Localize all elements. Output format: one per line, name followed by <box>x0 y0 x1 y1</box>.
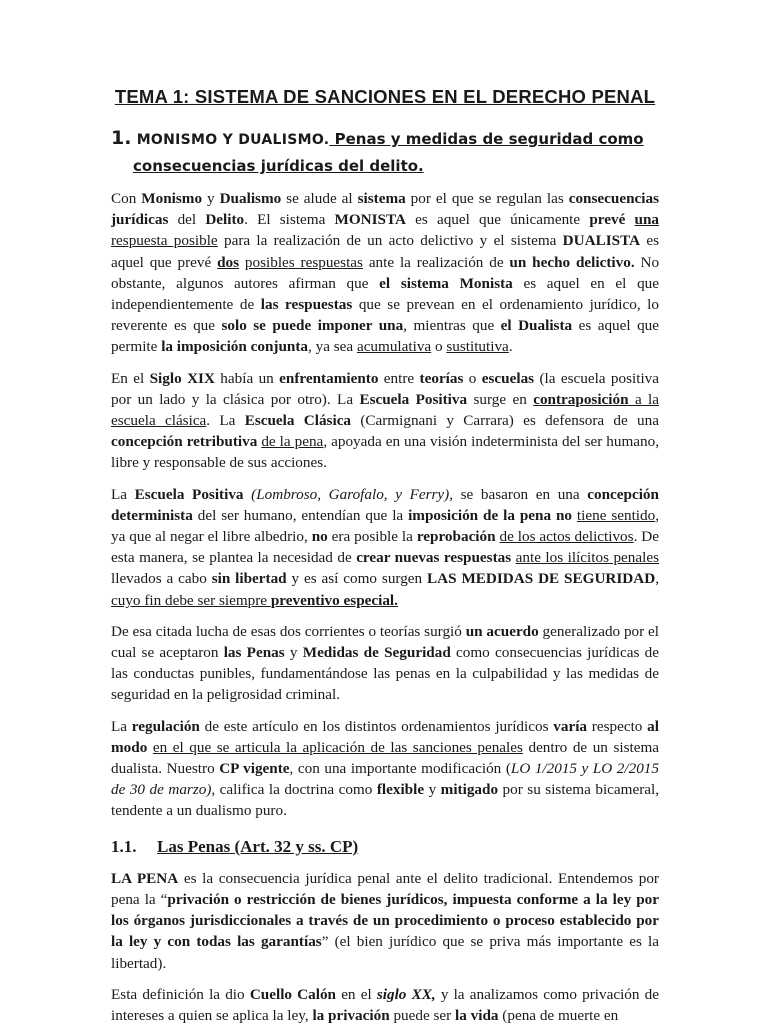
section-number: 1. <box>111 127 132 149</box>
text-run: LA PENA <box>111 869 179 887</box>
text-run: (Carmignani y Carrara) es defensora de una <box>351 412 659 430</box>
text-run: al modo <box>111 717 659 756</box>
text-run: . De esta manera, se plantea la necesidad de <box>111 528 659 567</box>
text-run: sustitutiva <box>446 338 509 356</box>
text-run: ante la realización de <box>362 253 510 271</box>
text-run: MONISTA <box>334 211 406 229</box>
text-run: o <box>431 338 447 356</box>
text-run: , <box>655 570 659 588</box>
text-run: (Lombroso, Garofalo, y Ferry) <box>251 485 450 503</box>
text-run: por su sistema bicameral, tendente a un dualismo puro. <box>111 781 660 820</box>
text-run: imposición de la pena no <box>408 506 573 524</box>
text-run: el Dualista <box>500 317 573 335</box>
text-run: preventivo especial. <box>270 591 398 609</box>
text-run: Delito <box>205 211 245 229</box>
text-run: siglo XX, <box>376 985 436 1003</box>
subsection-number: 1.1. <box>111 836 137 856</box>
text-run: No obstante, algunos autores afirman que <box>111 253 660 292</box>
text-run: , mientras que <box>403 317 501 335</box>
text-run: Dualismo <box>219 190 282 207</box>
text-run: cuyo fin debe ser siempre <box>111 591 271 609</box>
paragraph-la-pena <box>111 868 659 974</box>
text-run: surge en <box>467 390 534 408</box>
text-run: era posible la <box>327 528 417 546</box>
text-run: para la realización de un acto delictivo y el sistema <box>217 232 563 250</box>
text-run: es la consecuencia jurídica penal ante el delito tradicional. Entendemos por pena la “ <box>111 869 659 908</box>
text-run: reprobación <box>416 528 496 546</box>
text-run: es aquel que únicamente <box>405 211 590 229</box>
text-run: es aquel en el que independientemente de <box>111 274 660 314</box>
paragraph-monismo <box>111 188 659 358</box>
text-run: . El sistema <box>244 211 335 229</box>
text-run: como consecuencias jurídicas de las conductas punibles, fundamentándose las penas en la culpabilidad y las medidas de seguridad en la peligrosidad criminal. <box>111 644 659 704</box>
subsection-heading-penas <box>111 836 659 858</box>
text-run: crear nuevas respuestas <box>356 549 512 567</box>
text-run: a la escuela clásica <box>111 390 660 430</box>
text-run: de los actos delictivos <box>499 528 634 546</box>
text-run: respuesta posible <box>111 232 218 250</box>
text-run: puede ser <box>389 1006 456 1024</box>
text-run: , ya sea <box>308 338 357 356</box>
text-run: llevados a cabo <box>111 570 212 588</box>
paragraph-siglo-xix <box>111 368 659 474</box>
text-run: en el que se articula la aplicación de las sanciones penales <box>152 738 523 756</box>
text-run: regulación <box>131 717 200 735</box>
text-run: tiene sentido <box>576 506 656 524</box>
text-run: en el <box>336 985 377 1003</box>
paragraph-definicion <box>111 984 659 1026</box>
text-run: , se basaron en una <box>449 485 588 503</box>
text-run: . <box>508 338 513 356</box>
text-run: De esa citada lucha de esas dos corrientes o teorías surgió <box>111 622 466 640</box>
text-run: y la analizamos como privación de intereses a quien se aplica la ley, <box>111 985 660 1024</box>
text-run: (pena de muerte en <box>498 1006 619 1024</box>
text-run: es aquel que prevé <box>111 232 659 271</box>
text-run: posibles respuestas <box>244 253 363 271</box>
text-run: acumulativa <box>356 338 432 356</box>
text-run: La <box>111 485 135 503</box>
text-run: , apoyada en una visión indeterminista del ser humano, libre y responsable de sus acciones. <box>111 433 660 472</box>
text-run: y <box>424 781 441 799</box>
text-run: Medidas de Seguridad <box>302 644 451 662</box>
text-run: el sistema Monista <box>379 274 513 292</box>
text-run: dos <box>217 253 240 271</box>
text-run: generalizado por el cual se aceptaron <box>111 622 659 662</box>
text-run: ante los ilícitos penales <box>515 549 660 567</box>
text-run: la imposición conjunta <box>161 338 309 356</box>
text-run: En el <box>111 369 150 387</box>
text-run: , con una importante modificación ( <box>289 760 511 778</box>
text-run <box>625 211 634 228</box>
paragraph-escuela-positiva <box>111 484 659 611</box>
text-run: CP vigente <box>219 760 290 778</box>
text-run: y es así como surgen <box>286 570 428 588</box>
section-heading-caps: MONISMO Y DUALISMO. <box>136 132 330 148</box>
text-run: es aquel que permite <box>111 317 659 356</box>
text-run: o <box>463 369 482 387</box>
text-run: , ya que al negar el libre albedrio, <box>111 506 660 546</box>
text-run: la privación <box>312 1006 390 1024</box>
text-run: Esta definición la dio <box>111 985 250 1003</box>
text-run: y <box>284 644 303 662</box>
text-run: Siglo XIX <box>149 369 215 387</box>
text-run: respecto <box>587 717 648 735</box>
text-run: no <box>311 528 328 546</box>
text-run: ” (el bien jurídico que se priva más importante es la libertad). <box>111 933 659 972</box>
text-run: había un <box>214 369 280 387</box>
text-run: la vida <box>455 1006 499 1024</box>
text-run: flexible <box>376 781 425 799</box>
text-run: se alude al <box>281 190 358 207</box>
text-run: varía <box>553 717 588 735</box>
text-run: una <box>634 211 660 229</box>
document-title: TEMA 1: SISTEMA DE SANCIONES EN EL DERECHO PENAL <box>114 86 656 107</box>
text-run: que se prevean en el ordenamiento jurídico, lo reverente es que <box>111 296 659 335</box>
text-run: solo se puede imponer una <box>221 317 404 335</box>
paragraph-acuerdo <box>111 621 659 706</box>
text-run: las respuestas <box>260 296 353 314</box>
text-run: La <box>111 717 132 735</box>
text-run: concepción retributiva <box>111 433 258 451</box>
text-run: un acuerdo <box>465 622 539 640</box>
text-run: escuelas <box>481 369 535 387</box>
text-run: las Penas <box>223 644 285 662</box>
subsection-title: Las Penas (Art. 32 y ss. CP) <box>157 836 359 856</box>
text-run: LO 1/2015 y LO 2/2015 de 30 de marzo) <box>111 760 659 799</box>
text-run: LAS MEDIDAS DE SEGURIDAD <box>427 570 656 588</box>
text-run: teorías <box>419 369 464 387</box>
text-run: sistema <box>357 190 406 207</box>
text-run: DUALISTA <box>562 232 641 250</box>
text-run: Cuello Calón <box>249 985 337 1003</box>
text-run: Escuela Clásica <box>244 412 352 430</box>
text-run: enfrentamiento <box>279 369 379 387</box>
text-run: , califica la doctrina como <box>211 781 377 799</box>
text-run: del ser humano, entendían que la <box>192 506 409 524</box>
text-run: Escuela Positiva <box>359 390 468 408</box>
text-run: . La <box>206 412 245 430</box>
text-run: y <box>202 190 220 207</box>
text-run: contraposición <box>533 390 629 408</box>
text-run: sin libertad <box>211 570 287 588</box>
text-run: entre <box>378 369 420 387</box>
text-run: (la escuela positiva por un lado y la clásica por otro). La <box>111 369 660 408</box>
text-run: Monismo <box>141 190 203 207</box>
text-run: un hecho delictivo. <box>509 253 635 271</box>
text-run: privación o restricción de bienes jurídicos, impuesta conforme a la ley por los órganos jurisdiccionales a través de un procedimiento o proceso establecido por la ley y con todas las garantías <box>111 890 659 951</box>
text-run <box>244 486 252 503</box>
text-run: dentro de un sistema dualista. Nuestro <box>111 738 659 778</box>
section-heading-subtitle: Penas y medidas de seguridad como consecuencias jurídicas del delito. <box>133 130 644 175</box>
paragraph-regulacion <box>111 716 659 822</box>
section-heading-1 <box>111 125 659 179</box>
text-run: prevé <box>589 211 626 229</box>
text-run: consecuencias jurídicas <box>111 190 659 229</box>
text-run: mitigado <box>440 781 499 799</box>
text-run: por el que se regulan las <box>405 190 569 207</box>
text-run: del <box>168 211 206 229</box>
text-run: de la pena <box>261 433 324 451</box>
text-run: Con <box>111 190 142 207</box>
text-run: concepción determinista <box>111 485 659 524</box>
text-run: de este artículo en los distintos ordenamientos jurídicos <box>199 717 554 735</box>
text-run: Escuela Positiva <box>134 485 244 503</box>
